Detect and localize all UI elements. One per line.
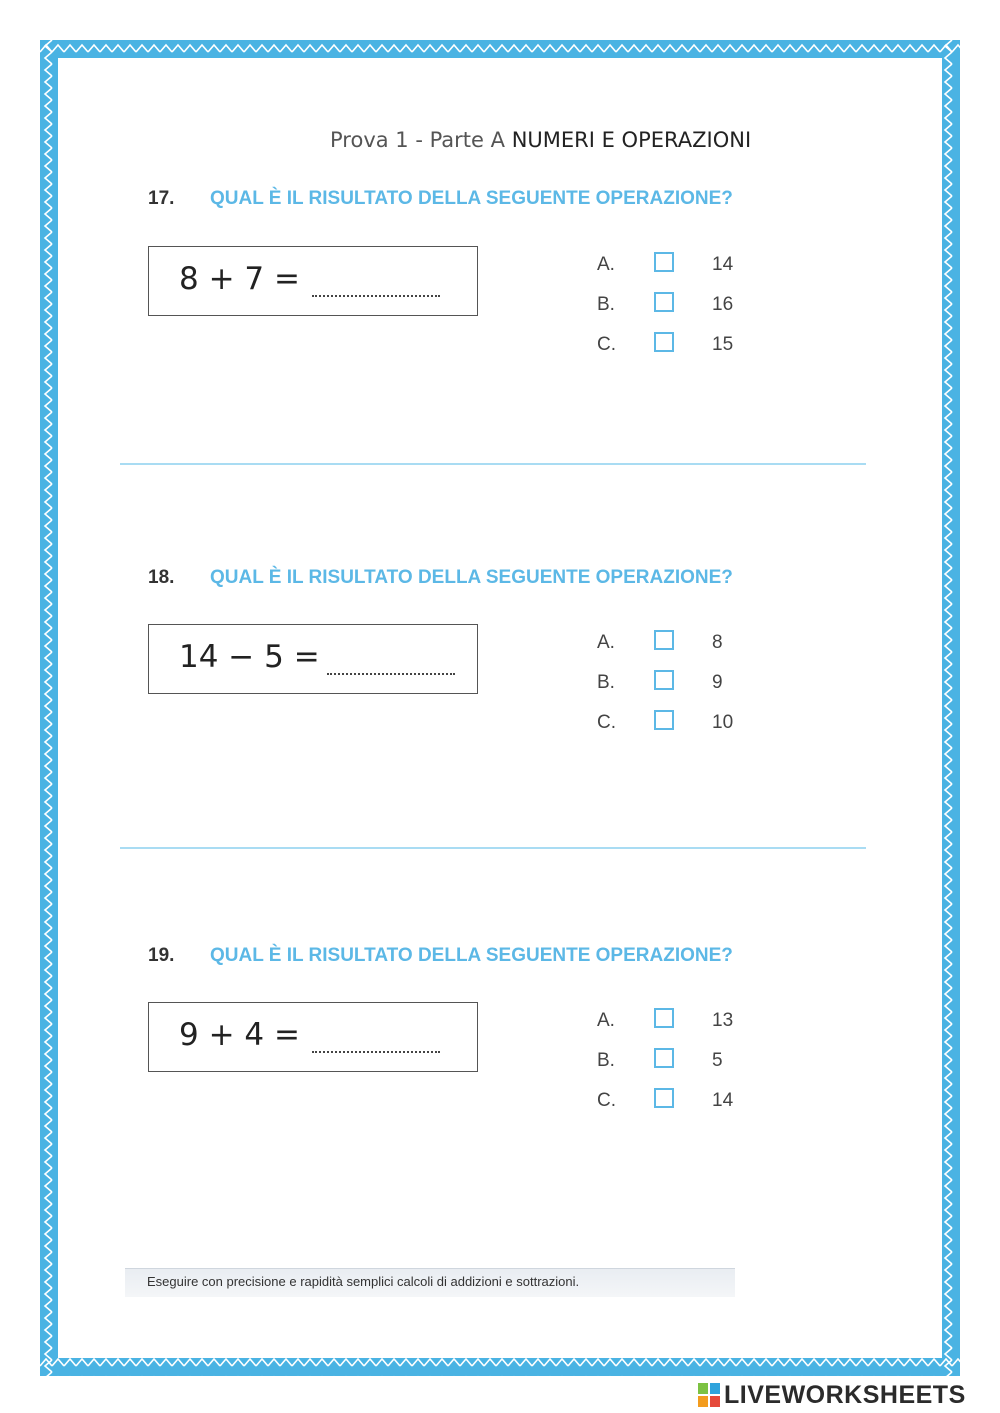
option-letter: B. bbox=[597, 672, 615, 693]
question-number: 19. bbox=[148, 945, 175, 966]
option-value: 5 bbox=[712, 1050, 723, 1071]
operation-box bbox=[148, 246, 478, 316]
liveworksheets-logo-icon bbox=[698, 1383, 720, 1407]
option-c[interactable] bbox=[597, 332, 797, 360]
option-value: 8 bbox=[712, 632, 723, 653]
option-value: 15 bbox=[712, 334, 734, 355]
option-checkbox[interactable] bbox=[654, 1088, 674, 1108]
section-divider bbox=[120, 463, 866, 465]
option-checkbox[interactable] bbox=[654, 332, 674, 352]
option-checkbox[interactable] bbox=[654, 1008, 674, 1028]
option-value: 16 bbox=[712, 294, 734, 315]
header-title: NUMERI E OPERAZIONI bbox=[511, 128, 752, 152]
option-checkbox[interactable] bbox=[654, 292, 674, 312]
question-title: QUAL È IL RISULTATO DELLA SEGUENTE OPERAZIONE? bbox=[210, 188, 733, 209]
footer-text: Eseguire con precisione e rapidità semplici calcoli di addizioni e sottrazioni. bbox=[147, 1274, 580, 1289]
option-value: 14 bbox=[712, 1090, 734, 1111]
option-letter: A. bbox=[597, 254, 615, 275]
option-checkbox[interactable] bbox=[654, 630, 674, 650]
option-checkbox[interactable] bbox=[654, 710, 674, 730]
operation-expression: 8 + 7 = bbox=[179, 261, 300, 297]
option-a[interactable] bbox=[597, 630, 797, 658]
option-value: 14 bbox=[712, 254, 734, 275]
operation-expression: 14 − 5 = bbox=[179, 639, 320, 675]
question-title: QUAL È IL RISULTATO DELLA SEGUENTE OPERAZIONE? bbox=[210, 567, 733, 588]
option-c[interactable] bbox=[597, 710, 797, 738]
operation-box bbox=[148, 624, 478, 694]
option-checkbox[interactable] bbox=[654, 1048, 674, 1068]
option-letter: B. bbox=[597, 294, 615, 315]
page-border bbox=[40, 40, 960, 1376]
question-number: 18. bbox=[148, 567, 175, 588]
operation-expression: 9 + 4 = bbox=[179, 1017, 300, 1053]
question-title: QUAL È IL RISULTATO DELLA SEGUENTE OPERAZIONE? bbox=[210, 945, 733, 966]
option-c[interactable] bbox=[597, 1088, 797, 1116]
header-prefix: Prova 1 - Parte A bbox=[330, 128, 505, 152]
option-checkbox[interactable] bbox=[654, 252, 674, 272]
brand-name: LIVEWORKSHEETS bbox=[724, 1381, 966, 1409]
option-b[interactable] bbox=[597, 1048, 797, 1076]
option-letter: C. bbox=[597, 1090, 616, 1111]
answer-blank[interactable] bbox=[327, 673, 455, 675]
option-letter: C. bbox=[597, 334, 616, 355]
brand-watermark bbox=[698, 1381, 994, 1409]
page-header bbox=[330, 128, 751, 152]
option-letter: B. bbox=[597, 1050, 615, 1071]
question-number: 17. bbox=[148, 188, 175, 209]
option-b[interactable] bbox=[597, 292, 797, 320]
option-letter: A. bbox=[597, 1010, 615, 1031]
answer-blank[interactable] bbox=[312, 295, 440, 297]
answer-blank[interactable] bbox=[312, 1051, 440, 1053]
operation-box bbox=[148, 1002, 478, 1072]
option-value: 9 bbox=[712, 672, 723, 693]
option-letter: A. bbox=[597, 632, 615, 653]
option-value: 10 bbox=[712, 712, 734, 733]
section-divider bbox=[120, 847, 866, 849]
footer-note bbox=[125, 1268, 735, 1297]
option-value: 13 bbox=[712, 1010, 734, 1031]
option-b[interactable] bbox=[597, 670, 797, 698]
option-a[interactable] bbox=[597, 252, 797, 280]
option-letter: C. bbox=[597, 712, 616, 733]
option-checkbox[interactable] bbox=[654, 670, 674, 690]
option-a[interactable] bbox=[597, 1008, 797, 1036]
